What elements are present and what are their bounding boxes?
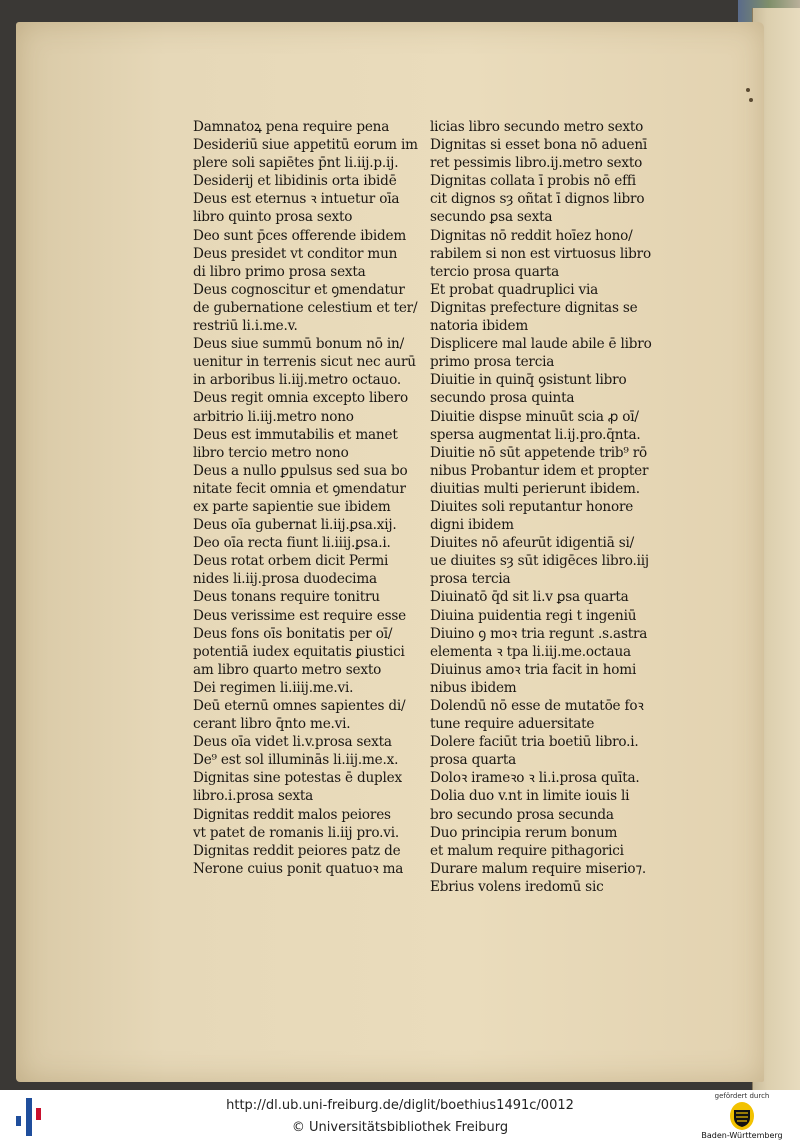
text-line: Et probat quadruplici via (430, 281, 599, 298)
text-line: ret pessimis libro.ij.metro sexto (430, 155, 643, 172)
text-line: Desiderij et libidinis orta ibidē (193, 173, 397, 190)
text-line: Deū eternū omnes sapientes di/ (193, 698, 406, 714)
text-line: digni ibidem (430, 517, 514, 534)
text-line: Dolendū nō esse de mutatōe foꝛ (430, 698, 644, 714)
text-line: Diuinatō q̄d sit li.v ꝑsa quarta (430, 589, 629, 606)
text-line: Diuinus amoꝛ tria facit in homi (430, 661, 637, 678)
text-line: Desideriū siue appetitū eorum im (193, 137, 418, 154)
text-line: licias libro secundo metro sexto (430, 119, 644, 135)
sponsor-caption: gefördert durch (714, 1092, 770, 1100)
text-line: tune require aduersitate (430, 716, 595, 733)
text-line: Deo sunt p̄ces offerende ibidem (193, 227, 407, 244)
text-line: prosa quarta (430, 752, 517, 769)
text-line: elementa ꝛ tpa li.iij.me.octaua (430, 643, 631, 660)
text-line: Diuitie in quinq̄ ꝯsistunt libro (430, 372, 627, 389)
text-line: plere soli sapiētes p̄nt li.iij.p.ij. (193, 155, 399, 172)
text-line: Damnatoꝝ pena require pena (193, 119, 390, 135)
text-line: Dolere faciūt tria boetiū libro.i. (430, 734, 639, 751)
text-line: Doloꝛ irameꝛo ꝛ li.i.prosa quīta. (430, 770, 640, 787)
text-line: Diuitie nō sūt appetende trib⁹ rō (430, 444, 648, 461)
text-line: Dolia duo v.nt in limite iouis li (430, 788, 630, 805)
text-line: Dignitas prefecture dignitas se (430, 299, 638, 316)
text-line: Diuites nō afeurūt idigentiā si/ (430, 535, 635, 552)
text-line: Dignitas nō reddit hoīez hono/ (430, 227, 633, 244)
text-line: vt patet de romanis li.iij pro.vi. (193, 824, 399, 841)
text-line: Diuites soli reputantur honore (430, 498, 634, 515)
text-line: nibus ibidem (430, 679, 517, 696)
text-line: natoria ibidem (430, 318, 529, 335)
text-line: in arboribus li.iij.metro octauo. (193, 372, 401, 389)
sponsor-name: Baden-Württemberg (701, 1131, 783, 1140)
baden-wuerttemberg-logo (700, 1090, 784, 1143)
text-line: Deus est immutabilis et manet (193, 426, 398, 443)
ub-freiburg-logo-icon (16, 1094, 42, 1138)
text-line: prosa tercia (430, 571, 511, 588)
text-line: Diuitie dispse minuūt scia ꝓ oī/ (430, 408, 639, 425)
baden-wuerttemberg-crest-icon (700, 1101, 784, 1131)
text-line: am libro quarto metro sexto (193, 661, 382, 678)
text-line: Dignitas si esset bona nō aduenī (430, 137, 648, 154)
text-line: et malum require pithagorici (430, 842, 624, 859)
text-line: secundo ꝑsa sexta (430, 209, 553, 226)
text-line: Deus a nullo ꝑpulsus sed sua bo (193, 462, 408, 479)
permalink-url[interactable]: http://dl.ub.uni-freiburg.de/diglit/boethius1491c/0012 (226, 1098, 574, 1113)
text-line: potentiā iudex equitatis ꝑiustici (193, 643, 405, 660)
text-line: Dignitas reddit malos peiores (193, 806, 391, 823)
text-line: Dignitas sine potestas ē duplex (193, 770, 402, 787)
text-line: restriū li.i.me.v. (193, 318, 298, 335)
text-line: nibus Probantur idem et propter (430, 462, 649, 479)
text-line: tercio prosa quarta (430, 263, 560, 280)
text-line: libro.i.prosa sexta (193, 788, 314, 805)
text-line: Deus siue summū bonum nō in/ (193, 336, 404, 353)
text-line: cit dignos sȝ oñtat ī dignos libro (430, 191, 645, 208)
text-line: diuitias multi perierunt ibidem. (430, 480, 640, 497)
text-line: De⁹ est sol illuminās li.iij.me.x. (193, 752, 399, 769)
text-line: Diuina puidentia regi t ingeniū (430, 607, 637, 624)
text-line: ex parte sapientie sue ibidem (193, 498, 391, 515)
text-line: Deus presidet vt conditor mun (193, 245, 398, 262)
text-line: Dignitas collata ī probis nō effi (430, 173, 636, 190)
text-line: de gubernatione celestium et ter/ (193, 299, 418, 316)
text-column-left (193, 118, 418, 878)
text-line: ue diuites sȝ sūt idigēces libro.iij (430, 553, 649, 570)
text-line: Deus est eternus ꝛ intuetur oīa (193, 191, 400, 208)
text-line: Deus oīa videt li.v.prosa sexta (193, 734, 392, 751)
text-line: Diuino ꝯ moꝛ tria regunt .s.astra (430, 625, 648, 642)
viewer-footer (0, 1090, 800, 1143)
text-line: bro secundo prosa secunda (430, 806, 614, 823)
text-line: arbitrio li.iij.metro nono (193, 408, 354, 425)
text-line: Deus regit omnia excepto libero (193, 390, 408, 407)
text-line: uenitur in terrenis sicut nec aurū (193, 354, 416, 371)
text-line: spersa augmentat li.ij.pro.q̄nta. (430, 426, 641, 443)
text-line: Ebrius volens iredomū sic (430, 878, 604, 895)
text-line: libro tercio metro nono (193, 444, 349, 461)
text-line: libro quinto prosa sexto (193, 209, 353, 226)
text-line: Nerone cuius ponit quatuoꝛ ma (193, 860, 404, 877)
text-line: Displicere mal laude abile ē libro (430, 336, 652, 353)
text-line: Dignitas reddit peiores patz de (193, 842, 401, 859)
text-line: Deus verissime est require esse (193, 607, 406, 624)
text-line: Deus rotat orbem dicit Permi (193, 553, 389, 570)
text-line: Deus tonans require tonitru (193, 589, 380, 606)
text-line: Dei regimen li.iiij.me.vi. (193, 679, 354, 696)
copyright-notice: © Universitätsbibliothek Freiburg (291, 1120, 509, 1135)
text-line: secundo prosa quinta (430, 390, 575, 407)
text-line: rabilem si non est virtuosus libro (430, 245, 651, 262)
text-line: Durare malum require miserio⁊. (430, 860, 647, 877)
text-line: Duo principia rerum bonum (430, 824, 618, 841)
text-line: nides li.iij.prosa duodecima (193, 571, 377, 588)
text-line: Deo oīa recta fiunt li.iiij.ꝑsa.i. (193, 535, 391, 552)
text-line: Deus oīa gubernat li.iij.ꝑsa.xij. (193, 517, 397, 534)
text-column-right (430, 118, 660, 896)
text-line: di libro primo prosa sexta (193, 263, 366, 280)
text-line: Deus fons oīs bonitatis per oī/ (193, 625, 393, 642)
text-line: cerant libro q̄nto me.vi. (193, 716, 351, 733)
text-line: primo prosa tercia (430, 354, 555, 371)
text-line: nitate fecit omnia et ꝯmendatur (193, 480, 406, 497)
text-line: Deus cognoscitur et ꝯmendatur (193, 281, 405, 298)
